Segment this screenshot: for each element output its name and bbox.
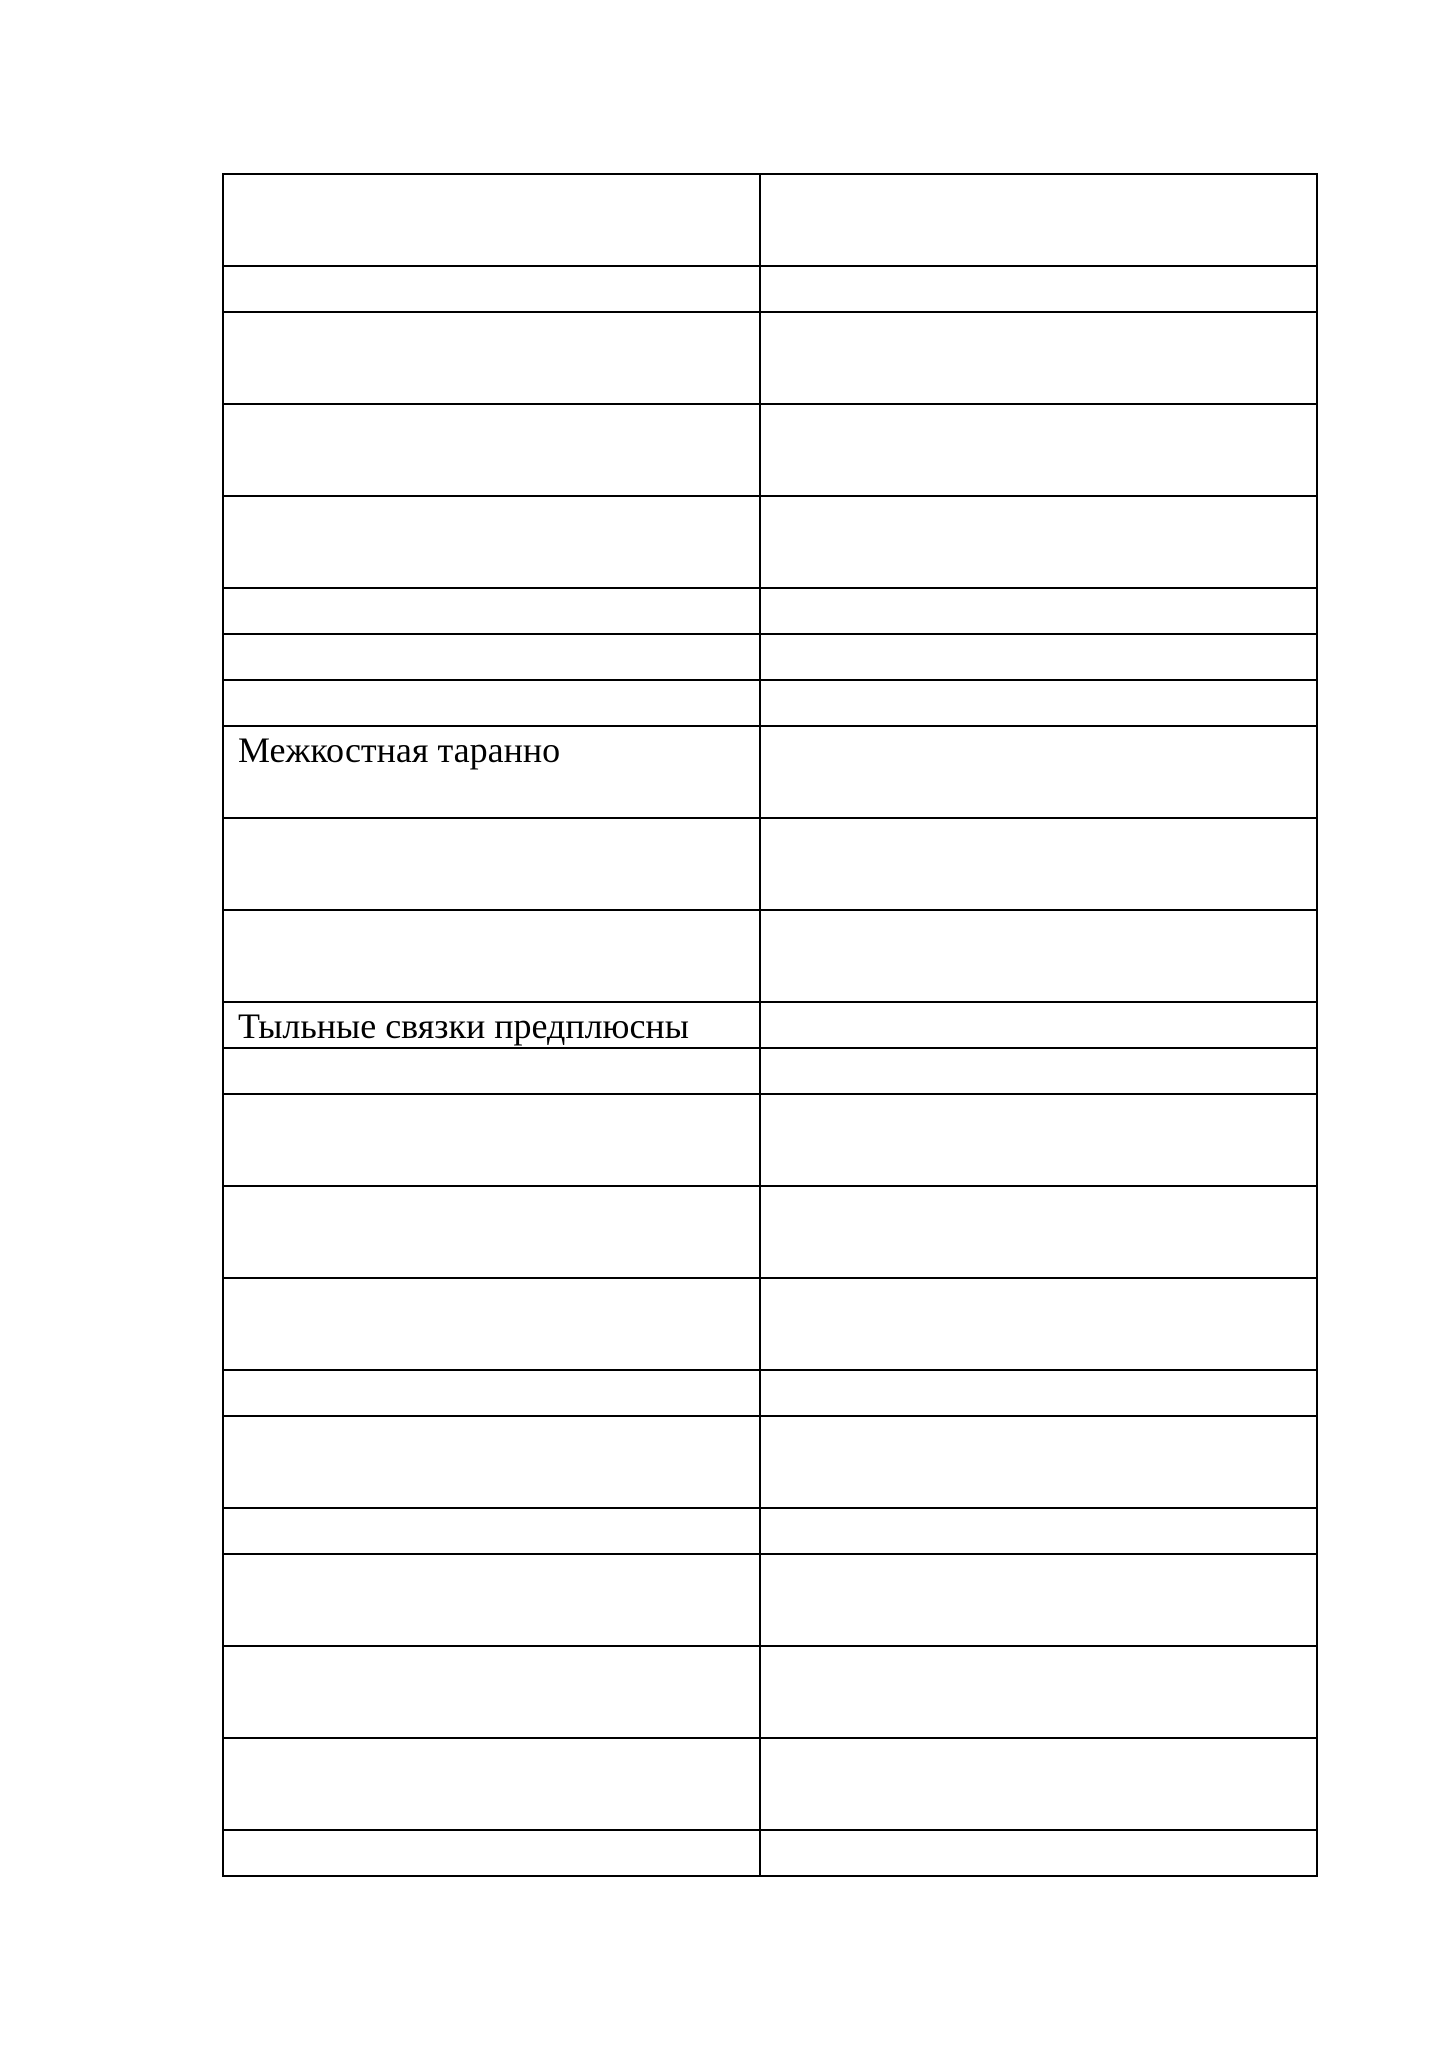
- table-row: [223, 1738, 1317, 1830]
- table-cell-term: [223, 1094, 760, 1186]
- table-row: [223, 910, 1317, 1002]
- table-cell-term: [223, 1738, 760, 1830]
- table-cell-description: [760, 1554, 1317, 1646]
- table-cell-term: Межкостная таранно: [223, 726, 760, 818]
- table-cell-term: [223, 818, 760, 910]
- table-row: [223, 1002, 1317, 1048]
- table-cell-term: [223, 1370, 760, 1416]
- table-cell-description: [760, 266, 1317, 312]
- table-cell-term: [223, 312, 760, 404]
- table-row: [223, 1416, 1317, 1508]
- table-cell-description: [760, 1416, 1317, 1508]
- table-row: [223, 404, 1317, 496]
- table-cell-term: [223, 1278, 760, 1370]
- table-cell-description: [760, 910, 1317, 1002]
- table-cell-term: [223, 266, 760, 312]
- table-body: [223, 174, 1317, 1876]
- table-row: [223, 1186, 1317, 1278]
- table-row: [223, 1554, 1317, 1646]
- table-cell-term: [223, 1048, 760, 1094]
- table-cell-term: [223, 174, 760, 266]
- table-row: [223, 588, 1317, 634]
- table-cell-description: [760, 588, 1317, 634]
- table-cell-term: [223, 496, 760, 588]
- table-cell-description: [760, 174, 1317, 266]
- table-cell-description: [760, 1094, 1317, 1186]
- table-row: [223, 1370, 1317, 1416]
- table-cell-description: [760, 496, 1317, 588]
- table-cell-term: [223, 1508, 760, 1554]
- table-row: [223, 726, 1317, 818]
- table-cell-description: [760, 404, 1317, 496]
- table-row: [223, 1048, 1317, 1094]
- table-cell-description: [760, 1048, 1317, 1094]
- table-cell-description: [760, 818, 1317, 910]
- table-cell-term: Тыльные связки предплюсны: [223, 1002, 760, 1048]
- table-cell-description: [760, 1646, 1317, 1738]
- table-cell-description: [760, 1738, 1317, 1830]
- table-cell-term: [223, 1554, 760, 1646]
- table-row: [223, 266, 1317, 312]
- table-cell-term: [223, 404, 760, 496]
- table-cell-term: [223, 680, 760, 726]
- table-row: [223, 1830, 1317, 1876]
- table-row: [223, 312, 1317, 404]
- table-cell-description: [760, 1508, 1317, 1554]
- table-cell-term: [223, 1646, 760, 1738]
- table-row: [223, 174, 1317, 266]
- table-row: [223, 634, 1317, 680]
- table-cell-description: [760, 726, 1317, 818]
- table-cell-term: [223, 634, 760, 680]
- table-cell-description: [760, 1002, 1317, 1048]
- table-row: [223, 680, 1317, 726]
- table-cell-term: [223, 910, 760, 1002]
- table-row: [223, 1646, 1317, 1738]
- table-cell-description: [760, 312, 1317, 404]
- table-row: [223, 1278, 1317, 1370]
- table-cell-description: [760, 680, 1317, 726]
- table-row: [223, 496, 1317, 588]
- table-cell-term: [223, 1186, 760, 1278]
- table-row: [223, 818, 1317, 910]
- table-cell-description: [760, 1370, 1317, 1416]
- table-cell-description: [760, 1278, 1317, 1370]
- table-cell-description: [760, 1830, 1317, 1876]
- table-cell-term: [223, 1416, 760, 1508]
- table-row: [223, 1508, 1317, 1554]
- table-cell-description: [760, 1186, 1317, 1278]
- document-table: [222, 173, 1318, 1877]
- table-cell-term: [223, 588, 760, 634]
- table-row: [223, 1094, 1317, 1186]
- table-cell-description: [760, 634, 1317, 680]
- table-cell-term: [223, 1830, 760, 1876]
